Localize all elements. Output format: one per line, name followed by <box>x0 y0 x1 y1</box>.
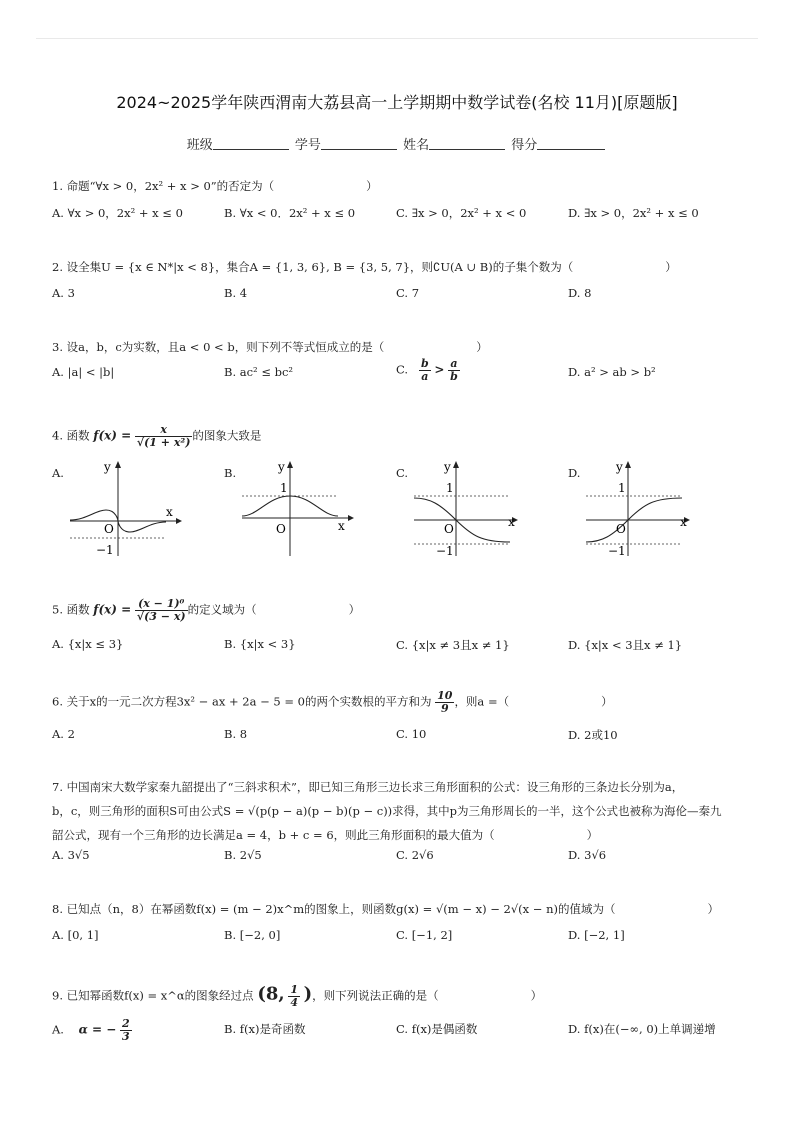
graph-b-x-label: x <box>338 519 345 533</box>
question-1-stem: 1. 命题“∀x > 0，2x² + x > 0”的否定为（ ） <box>52 179 378 193</box>
graph-option-c <box>410 456 530 560</box>
question-1-option-d[interactable]: D. ∃x > 0，2x² + x ≤ 0 <box>568 206 699 220</box>
question-7-option-b[interactable]: B. 2√5 <box>224 848 262 862</box>
graph-c-x-label: x <box>508 515 515 529</box>
question-4-option-b[interactable]: B. <box>224 466 237 480</box>
question-4-option-d[interactable]: D. <box>568 466 581 480</box>
class-blank[interactable] <box>213 137 289 150</box>
question-5-option-b[interactable]: B. {x|x < 3} <box>224 637 296 651</box>
page-title: 2024~2025学年陕西渭南大荔县高一上学期期中数学试卷(名校 11月)[原题版] <box>116 93 678 112</box>
graph-b-origin: O <box>276 522 286 536</box>
question-6-option-c[interactable]: C. 10 <box>396 727 427 741</box>
question-4-option-c[interactable]: C. <box>396 466 409 480</box>
question-6-stem: 6. 关于x的一元二次方程3x² − ax + 2a − 5 = 0的两个实数根的平方和为 $\frac{10}{9}$ ，则a =（ ） <box>52 689 613 715</box>
question-3-stem: 3. 设a，b，c为实数，且a < 0 < b，则下列不等式恒成立的是（ ） <box>52 340 488 354</box>
graph-option-a <box>66 456 186 560</box>
score-blank[interactable] <box>537 137 605 150</box>
question-2-option-c[interactable]: C. 7 <box>396 286 420 300</box>
question-8-option-b[interactable]: B. [−2, 0] <box>224 928 281 942</box>
question-9-option-c[interactable]: C. f(x)是偶函数 <box>396 1022 478 1036</box>
class-label: 班级 <box>186 138 213 153</box>
question-7-option-a[interactable]: A. 3√5 <box>52 848 90 862</box>
alpha-equals: α = − <box>78 1022 117 1037</box>
question-1-option-c[interactable]: C. ∃x > 0，2x² + x < 0 <box>396 206 527 220</box>
graph-c-neg-one: −1 <box>436 544 454 558</box>
question-6-option-b[interactable]: B. 8 <box>224 727 248 741</box>
question-2-option-a[interactable]: A. 3 <box>52 286 75 300</box>
graph-b-one: 1 <box>280 481 288 495</box>
question-7-line-2: b，c，则三角形的面积S可由公式S = √(p(p − a)(p − b)(p − c))求得，其中p为三角形周长的一半，这个公式也被称为海伦—秦九 <box>52 804 722 818</box>
name-blank[interactable] <box>429 137 505 150</box>
question-6-option-d[interactable]: D. 2或10 <box>568 728 618 742</box>
graph-c-y-label: y <box>444 460 451 474</box>
graph-a-x-label: x <box>166 505 173 519</box>
question-1-option-b[interactable]: B. ∀x < 0．2x² + x ≤ 0 <box>224 206 356 220</box>
question-7-option-d[interactable]: D. 3√6 <box>568 848 607 862</box>
question-1-option-a[interactable]: A. ∀x > 0，2x² + x ≤ 0 <box>52 206 183 220</box>
graph-d-origin: O <box>616 522 626 536</box>
question-5-option-a[interactable]: A. {x|x ≤ 3} <box>52 637 124 651</box>
graph-d-one: 1 <box>618 481 626 495</box>
graph-a-neg-one: −1 <box>96 543 114 557</box>
question-4-stem: 4. 函数 f(x) = $\frac{x}{\text{√(1 + x²)}}$ 的图象大致是 <box>52 423 262 449</box>
header-divider <box>36 38 758 39</box>
graph-b-y-label: y <box>278 460 285 474</box>
graph-option-d <box>582 456 702 560</box>
question-2-option-d[interactable]: D. 8 <box>568 286 592 300</box>
graph-c-origin: O <box>444 522 454 536</box>
question-4-option-a[interactable]: A. <box>52 466 64 480</box>
question-7-line-3: 韶公式，现有一个三角形的边长满足a = 4，b + c = 6，则此三角形面积的最大值为（ ） <box>52 828 599 842</box>
question-7-option-c[interactable]: C. 2√6 <box>396 848 434 862</box>
relation-sign: > <box>434 362 445 377</box>
student-info-line <box>0 134 794 153</box>
graph-d-neg-one: −1 <box>608 544 626 558</box>
option-letter: A. <box>52 1022 64 1037</box>
graph-d-y-label: y <box>616 460 623 474</box>
question-8-option-c[interactable]: C. [−1, 2] <box>396 928 453 942</box>
question-5-stem: 5. 函数 f(x) = $\frac{\text{(x − 1)⁰}}{√(3 - x)}$ 的定义域为（ ） <box>52 597 361 623</box>
question-9-stem: 9. 已知幂函数f(x) = x^α的图象经过点 (8, $\frac{1}{4}$ )，则下列说法正确的是（ ） <box>52 983 543 1009</box>
question-2-option-b[interactable]: B. 4 <box>224 286 248 300</box>
number-label: 学号 <box>294 138 321 153</box>
graph-c-one: 1 <box>446 481 454 495</box>
question-8-option-a[interactable]: A. [0, 1] <box>52 928 99 942</box>
question-7-stem <box>52 775 752 847</box>
question-5-option-d[interactable]: D. {x|x < 3且x ≠ 1} <box>568 638 683 652</box>
question-2-stem: 2. 设全集U = {x ∈ N*|x < 8}，集合A = {1, 3, 6}, B = {3, 5, 7}，则∁U(A ∪ B)的子集个数为（ ） <box>52 260 677 274</box>
question-3-option-a[interactable]: A. |a| < |b| <box>52 365 115 379</box>
question-3-option-b[interactable]: B. ac² ≤ bc² <box>224 365 294 379</box>
name-label: 姓名 <box>403 138 430 153</box>
question-9-option-d[interactable]: D. f(x)在(−∞, 0)上单调递增 <box>568 1022 716 1036</box>
option-letter: C. <box>396 362 409 377</box>
score-label: 得分 <box>511 138 538 153</box>
graph-option-b <box>238 456 358 560</box>
fraction-b-over-a: $\frac{b}{a}$ <box>421 357 429 383</box>
question-3-option-c[interactable] <box>396 358 460 383</box>
question-5-option-c[interactable]: C. {x|x ≠ 3且x ≠ 1} <box>396 638 510 652</box>
graph-a-y-label: y <box>104 460 111 474</box>
fraction-a-over-b: $\frac{a}{b}$ <box>450 357 458 383</box>
question-8-stem: 8. 已知点（n，8）在幂函数f(x) = (m − 2)x^m的图象上，则函数g(x) = √(m − x) − 2√(x − n)的值域为（ ） <box>52 902 719 916</box>
question-9-option-a[interactable]: A. α = − $\frac{2}{3}$ <box>52 1017 130 1043</box>
question-8-option-d[interactable]: D. [−2, 1] <box>568 928 625 942</box>
graph-a-origin: O <box>104 522 114 536</box>
question-3-option-d[interactable]: D. a² > ab > b² <box>568 365 656 379</box>
question-9-option-b[interactable]: B. f(x)是奇函数 <box>224 1022 306 1036</box>
number-blank[interactable] <box>321 137 397 150</box>
graph-d-x-label: x <box>680 515 687 529</box>
question-7-line-1: 7. 中国南宋大数学家秦九韶提出了“三斜求积术”，即已知三角形三边长求三角形面积的公式：设三角形的三条边长分别为a， <box>52 780 684 794</box>
question-6-option-a[interactable]: A. 2 <box>52 727 75 741</box>
